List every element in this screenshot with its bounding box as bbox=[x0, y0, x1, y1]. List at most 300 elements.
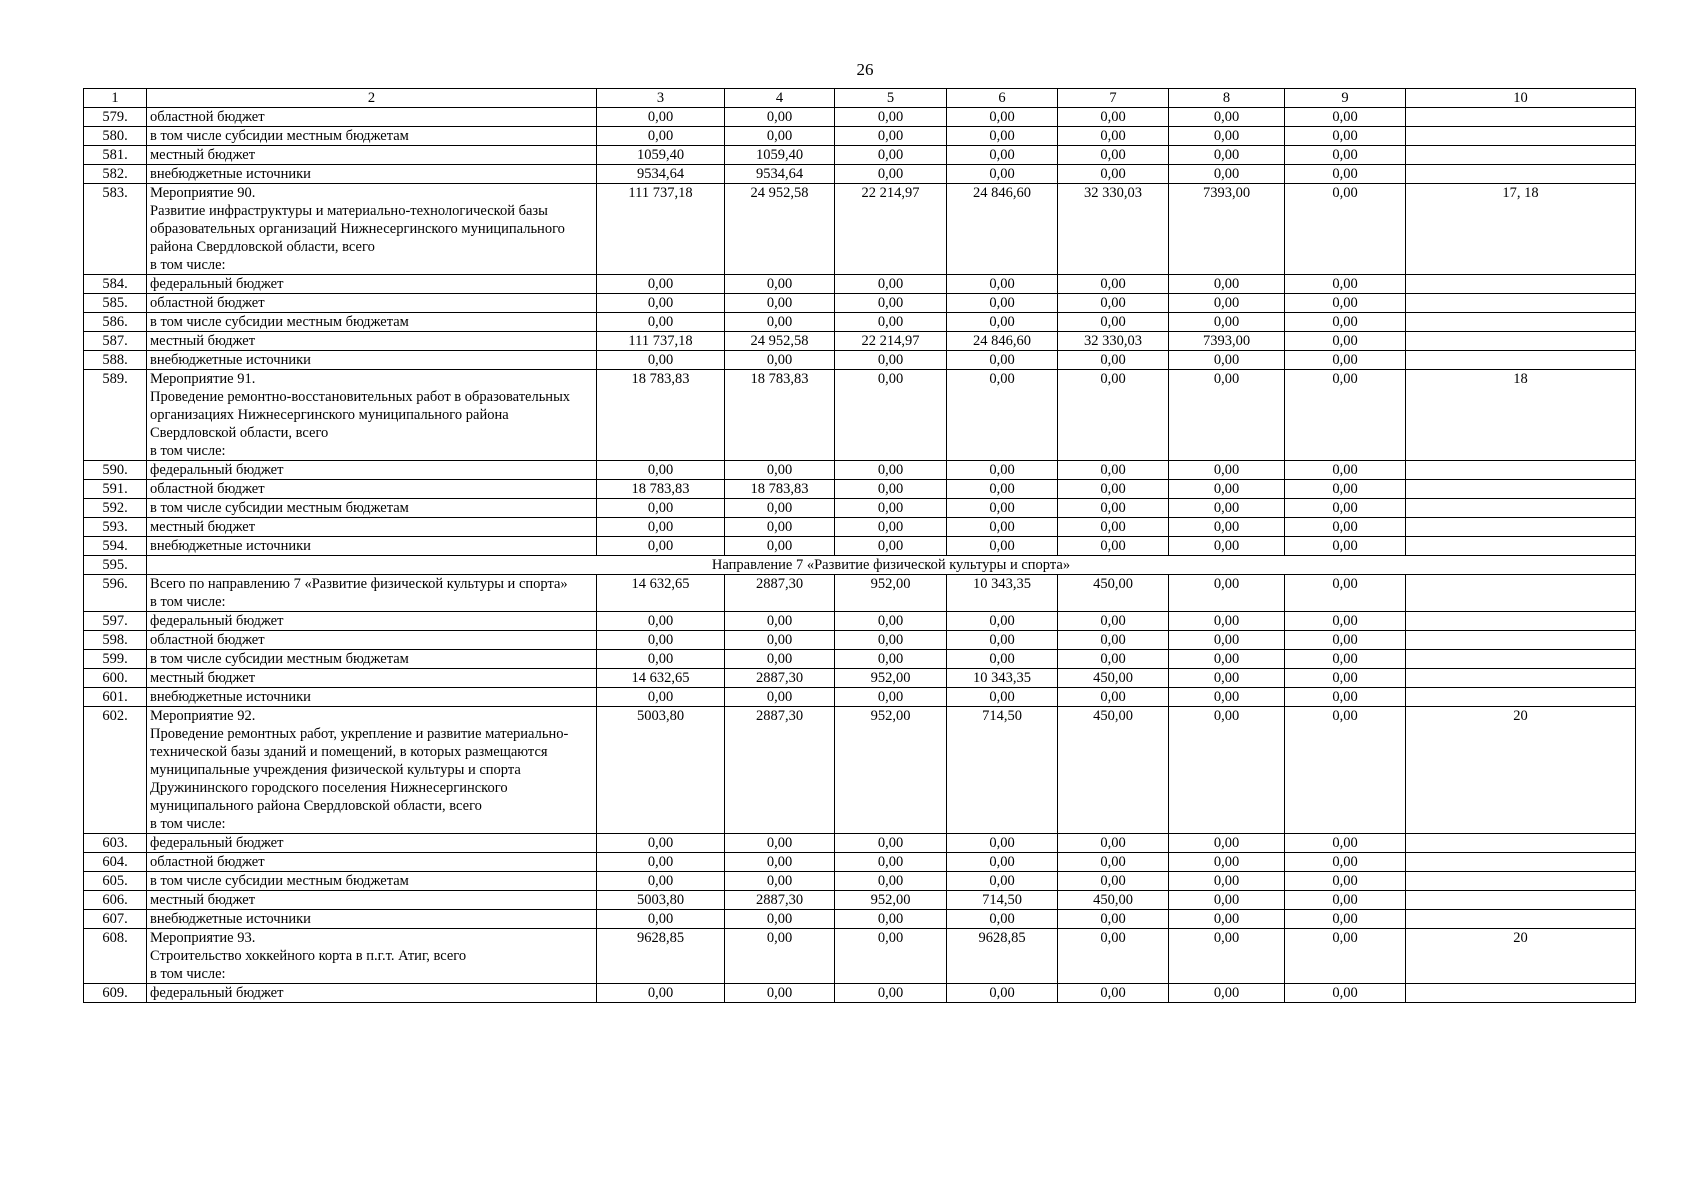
value-cell: 0,00 bbox=[1058, 127, 1169, 146]
table-row bbox=[84, 146, 1636, 165]
row-description bbox=[147, 834, 597, 853]
value-cell: 9534,64 bbox=[597, 165, 725, 184]
row-description bbox=[147, 351, 597, 370]
description-line: областной бюджет bbox=[150, 109, 265, 125]
description-line: в том числе субсидии местным бюджетам bbox=[150, 500, 409, 516]
value-cell: 0,00 bbox=[947, 146, 1058, 165]
value-cell: 0,00 bbox=[947, 518, 1058, 537]
description-line: Мероприятие 90. bbox=[150, 185, 256, 201]
note-cell bbox=[1406, 313, 1636, 332]
row-description bbox=[147, 650, 597, 669]
value-cell: 22 214,97 bbox=[835, 184, 947, 275]
row-description bbox=[147, 461, 597, 480]
note-cell: 17, 18 bbox=[1406, 184, 1636, 275]
description-line: Всего по направлению 7 «Развитие физической культуры и спорта» bbox=[150, 576, 568, 592]
note-cell bbox=[1406, 294, 1636, 313]
value-cell: 0,00 bbox=[1285, 853, 1406, 872]
value-cell: 0,00 bbox=[725, 834, 835, 853]
description-line: в том числе субсидии местным бюджетам bbox=[150, 873, 409, 889]
table-row bbox=[84, 853, 1636, 872]
value-cell: 0,00 bbox=[1169, 275, 1285, 294]
value-cell: 0,00 bbox=[597, 499, 725, 518]
column-header: 8 bbox=[1169, 89, 1285, 108]
value-cell: 0,00 bbox=[947, 872, 1058, 891]
value-cell: 0,00 bbox=[1169, 499, 1285, 518]
value-cell: 0,00 bbox=[1058, 499, 1169, 518]
value-cell: 952,00 bbox=[835, 575, 947, 612]
section-title: Направление 7 «Развитие физической культуры и спорта» bbox=[147, 556, 1636, 575]
note-cell bbox=[1406, 612, 1636, 631]
table-row bbox=[84, 669, 1636, 688]
value-cell: 9534,64 bbox=[725, 165, 835, 184]
description-line: федеральный бюджет bbox=[150, 835, 284, 851]
description-line: в том числе субсидии местным бюджетам bbox=[150, 128, 409, 144]
note-cell bbox=[1406, 575, 1636, 612]
value-cell: 0,00 bbox=[1285, 650, 1406, 669]
note-cell bbox=[1406, 984, 1636, 1003]
table-header-row bbox=[84, 89, 1636, 108]
section-row bbox=[84, 556, 1636, 575]
row-number: 583. bbox=[84, 184, 147, 275]
value-cell: 0,00 bbox=[1169, 351, 1285, 370]
description-line: Мероприятие 93. bbox=[150, 930, 256, 946]
value-cell: 0,00 bbox=[947, 688, 1058, 707]
column-header: 6 bbox=[947, 89, 1058, 108]
value-cell: 7393,00 bbox=[1169, 184, 1285, 275]
value-cell: 0,00 bbox=[597, 537, 725, 556]
value-cell: 0,00 bbox=[1058, 480, 1169, 499]
description-line: внебюджетные источники bbox=[150, 166, 311, 182]
value-cell: 0,00 bbox=[725, 650, 835, 669]
description-line: федеральный бюджет bbox=[150, 613, 284, 629]
value-cell: 0,00 bbox=[597, 351, 725, 370]
column-header: 2 bbox=[147, 89, 597, 108]
value-cell: 0,00 bbox=[1169, 518, 1285, 537]
row-description bbox=[147, 707, 597, 834]
value-cell: 0,00 bbox=[1285, 146, 1406, 165]
note-cell bbox=[1406, 518, 1636, 537]
value-cell: 10 343,35 bbox=[947, 669, 1058, 688]
value-cell: 0,00 bbox=[835, 313, 947, 332]
value-cell: 0,00 bbox=[597, 461, 725, 480]
value-cell: 0,00 bbox=[1285, 707, 1406, 834]
value-cell: 0,00 bbox=[835, 688, 947, 707]
description-line: в том числе: bbox=[150, 257, 226, 273]
row-number: 602. bbox=[84, 707, 147, 834]
value-cell: 0,00 bbox=[1285, 294, 1406, 313]
value-cell: 0,00 bbox=[1285, 184, 1406, 275]
row-number: 608. bbox=[84, 929, 147, 984]
value-cell: 32 330,03 bbox=[1058, 332, 1169, 351]
value-cell: 0,00 bbox=[835, 370, 947, 461]
value-cell: 24 846,60 bbox=[947, 332, 1058, 351]
column-header: 7 bbox=[1058, 89, 1169, 108]
value-cell: 0,00 bbox=[1169, 575, 1285, 612]
table-body bbox=[84, 89, 1636, 1003]
note-cell bbox=[1406, 910, 1636, 929]
column-header: 4 bbox=[725, 89, 835, 108]
value-cell: 0,00 bbox=[1285, 108, 1406, 127]
value-cell: 0,00 bbox=[947, 537, 1058, 556]
value-cell: 24 952,58 bbox=[725, 332, 835, 351]
description-line: областной бюджет bbox=[150, 632, 265, 648]
row-number: 607. bbox=[84, 910, 147, 929]
value-cell: 0,00 bbox=[597, 275, 725, 294]
value-cell: 0,00 bbox=[835, 853, 947, 872]
row-description bbox=[147, 537, 597, 556]
description-line: в том числе: bbox=[150, 443, 226, 459]
note-cell bbox=[1406, 631, 1636, 650]
row-number: 585. bbox=[84, 294, 147, 313]
value-cell: 0,00 bbox=[725, 518, 835, 537]
value-cell: 0,00 bbox=[1058, 108, 1169, 127]
table-row bbox=[84, 313, 1636, 332]
value-cell: 0,00 bbox=[725, 631, 835, 650]
description-line: местный бюджет bbox=[150, 670, 256, 686]
budget-table bbox=[83, 88, 1636, 1003]
table-row bbox=[84, 910, 1636, 929]
value-cell: 0,00 bbox=[947, 127, 1058, 146]
value-cell: 0,00 bbox=[835, 984, 947, 1003]
description-line: в том числе субсидии местным бюджетам bbox=[150, 651, 409, 667]
row-description bbox=[147, 313, 597, 332]
row-number: 600. bbox=[84, 669, 147, 688]
value-cell: 18 783,83 bbox=[725, 370, 835, 461]
description-line: внебюджетные источники bbox=[150, 689, 311, 705]
value-cell: 0,00 bbox=[1058, 853, 1169, 872]
value-cell: 0,00 bbox=[835, 294, 947, 313]
value-cell: 0,00 bbox=[1285, 370, 1406, 461]
value-cell: 0,00 bbox=[597, 612, 725, 631]
value-cell: 111 737,18 bbox=[597, 184, 725, 275]
value-cell: 0,00 bbox=[1058, 929, 1169, 984]
row-number: 587. bbox=[84, 332, 147, 351]
row-number: 605. bbox=[84, 872, 147, 891]
row-description bbox=[147, 688, 597, 707]
value-cell: 0,00 bbox=[1285, 631, 1406, 650]
value-cell: 0,00 bbox=[725, 313, 835, 332]
value-cell: 0,00 bbox=[835, 910, 947, 929]
value-cell: 0,00 bbox=[1058, 294, 1169, 313]
value-cell: 0,00 bbox=[1169, 127, 1285, 146]
value-cell: 0,00 bbox=[725, 294, 835, 313]
row-description bbox=[147, 853, 597, 872]
value-cell: 0,00 bbox=[947, 984, 1058, 1003]
value-cell: 0,00 bbox=[835, 165, 947, 184]
table-row bbox=[84, 480, 1636, 499]
column-header: 9 bbox=[1285, 89, 1406, 108]
row-description bbox=[147, 910, 597, 929]
row-number: 590. bbox=[84, 461, 147, 480]
value-cell: 0,00 bbox=[1285, 275, 1406, 294]
value-cell: 0,00 bbox=[1285, 313, 1406, 332]
value-cell: 0,00 bbox=[835, 518, 947, 537]
description-line: Развитие инфраструктуры и материально-технологической базы образовательных организаций Нижнесергинского муниципального района Свердловской области, всего bbox=[150, 203, 565, 255]
value-cell: 0,00 bbox=[947, 631, 1058, 650]
value-cell: 0,00 bbox=[725, 853, 835, 872]
value-cell: 0,00 bbox=[1058, 872, 1169, 891]
table-row bbox=[84, 575, 1636, 612]
value-cell: 0,00 bbox=[1285, 929, 1406, 984]
description-line: местный бюджет bbox=[150, 147, 256, 163]
value-cell: 0,00 bbox=[1285, 872, 1406, 891]
row-number: 586. bbox=[84, 313, 147, 332]
value-cell: 0,00 bbox=[835, 108, 947, 127]
row-number: 598. bbox=[84, 631, 147, 650]
note-cell bbox=[1406, 872, 1636, 891]
row-description bbox=[147, 669, 597, 688]
description-line: областной бюджет bbox=[150, 295, 265, 311]
description-line: в том числе: bbox=[150, 816, 226, 832]
value-cell: 2887,30 bbox=[725, 669, 835, 688]
row-description bbox=[147, 612, 597, 631]
row-description bbox=[147, 370, 597, 461]
description-line: в том числе субсидии местным бюджетам bbox=[150, 314, 409, 330]
table-row bbox=[84, 370, 1636, 461]
table-row bbox=[84, 184, 1636, 275]
value-cell: 0,00 bbox=[947, 313, 1058, 332]
row-number: 594. bbox=[84, 537, 147, 556]
page-number: 26 bbox=[856, 60, 874, 79]
value-cell: 0,00 bbox=[1058, 631, 1169, 650]
value-cell: 450,00 bbox=[1058, 891, 1169, 910]
column-header: 1 bbox=[84, 89, 147, 108]
note-cell bbox=[1406, 108, 1636, 127]
value-cell: 0,00 bbox=[947, 370, 1058, 461]
value-cell: 0,00 bbox=[1058, 165, 1169, 184]
value-cell: 0,00 bbox=[597, 688, 725, 707]
value-cell: 0,00 bbox=[597, 834, 725, 853]
value-cell: 0,00 bbox=[725, 537, 835, 556]
value-cell: 0,00 bbox=[725, 499, 835, 518]
row-description bbox=[147, 575, 597, 612]
description-line: областной бюджет bbox=[150, 481, 265, 497]
note-cell bbox=[1406, 461, 1636, 480]
value-cell: 0,00 bbox=[1169, 929, 1285, 984]
value-cell: 9628,85 bbox=[947, 929, 1058, 984]
value-cell: 0,00 bbox=[835, 146, 947, 165]
row-number: 580. bbox=[84, 127, 147, 146]
value-cell: 0,00 bbox=[835, 351, 947, 370]
description-line: областной бюджет bbox=[150, 854, 265, 870]
row-description bbox=[147, 127, 597, 146]
value-cell: 0,00 bbox=[1285, 351, 1406, 370]
value-cell: 0,00 bbox=[1169, 688, 1285, 707]
value-cell: 0,00 bbox=[725, 910, 835, 929]
value-cell: 10 343,35 bbox=[947, 575, 1058, 612]
value-cell: 0,00 bbox=[835, 275, 947, 294]
table-row bbox=[84, 984, 1636, 1003]
row-description bbox=[147, 984, 597, 1003]
value-cell: 0,00 bbox=[1169, 108, 1285, 127]
value-cell: 0,00 bbox=[725, 108, 835, 127]
row-description bbox=[147, 108, 597, 127]
value-cell: 0,00 bbox=[597, 631, 725, 650]
row-number: 604. bbox=[84, 853, 147, 872]
table-row bbox=[84, 165, 1636, 184]
note-cell bbox=[1406, 891, 1636, 910]
description-line: Мероприятие 91. bbox=[150, 371, 256, 387]
row-description bbox=[147, 518, 597, 537]
table-row bbox=[84, 461, 1636, 480]
description-line: Строительство хоккейного корта в п.г.т. Атиг, всего bbox=[150, 948, 467, 964]
value-cell: 2887,30 bbox=[725, 707, 835, 834]
value-cell: 2887,30 bbox=[725, 575, 835, 612]
value-cell: 952,00 bbox=[835, 669, 947, 688]
value-cell: 0,00 bbox=[1058, 370, 1169, 461]
value-cell: 0,00 bbox=[1169, 631, 1285, 650]
table-row bbox=[84, 872, 1636, 891]
value-cell: 0,00 bbox=[725, 612, 835, 631]
value-cell: 22 214,97 bbox=[835, 332, 947, 351]
value-cell: 24 846,60 bbox=[947, 184, 1058, 275]
row-description bbox=[147, 929, 597, 984]
row-description bbox=[147, 165, 597, 184]
value-cell: 0,00 bbox=[1058, 275, 1169, 294]
value-cell: 0,00 bbox=[725, 127, 835, 146]
value-cell: 0,00 bbox=[1058, 461, 1169, 480]
value-cell: 32 330,03 bbox=[1058, 184, 1169, 275]
value-cell: 0,00 bbox=[947, 834, 1058, 853]
value-cell: 0,00 bbox=[1285, 537, 1406, 556]
value-cell: 111 737,18 bbox=[597, 332, 725, 351]
description-line: федеральный бюджет bbox=[150, 462, 284, 478]
value-cell: 0,00 bbox=[1285, 332, 1406, 351]
value-cell: 0,00 bbox=[947, 480, 1058, 499]
value-cell: 0,00 bbox=[1169, 669, 1285, 688]
value-cell: 0,00 bbox=[1169, 910, 1285, 929]
value-cell: 0,00 bbox=[1169, 480, 1285, 499]
row-number: 593. bbox=[84, 518, 147, 537]
value-cell: 0,00 bbox=[1058, 834, 1169, 853]
value-cell: 0,00 bbox=[1169, 891, 1285, 910]
value-cell: 0,00 bbox=[947, 165, 1058, 184]
value-cell: 2887,30 bbox=[725, 891, 835, 910]
row-number: 603. bbox=[84, 834, 147, 853]
row-number: 582. bbox=[84, 165, 147, 184]
value-cell: 0,00 bbox=[947, 294, 1058, 313]
value-cell: 714,50 bbox=[947, 707, 1058, 834]
row-number: 584. bbox=[84, 275, 147, 294]
value-cell: 0,00 bbox=[1285, 891, 1406, 910]
note-cell bbox=[1406, 351, 1636, 370]
table-row bbox=[84, 631, 1636, 650]
value-cell: 0,00 bbox=[835, 929, 947, 984]
value-cell: 5003,80 bbox=[597, 891, 725, 910]
value-cell: 0,00 bbox=[597, 872, 725, 891]
value-cell: 0,00 bbox=[1285, 480, 1406, 499]
table-row bbox=[84, 537, 1636, 556]
row-description bbox=[147, 294, 597, 313]
value-cell: 0,00 bbox=[1169, 165, 1285, 184]
value-cell: 1059,40 bbox=[597, 146, 725, 165]
value-cell: 0,00 bbox=[597, 984, 725, 1003]
value-cell: 0,00 bbox=[1058, 612, 1169, 631]
value-cell: 952,00 bbox=[835, 891, 947, 910]
note-cell bbox=[1406, 275, 1636, 294]
value-cell: 0,00 bbox=[947, 853, 1058, 872]
description-line: Проведение ремонтно-восстановительных работ в образовательных организациях Нижнесергинского муниципального района Свердловской области, всего bbox=[150, 389, 571, 441]
value-cell: 0,00 bbox=[1285, 984, 1406, 1003]
value-cell: 0,00 bbox=[725, 872, 835, 891]
value-cell: 9628,85 bbox=[597, 929, 725, 984]
value-cell: 0,00 bbox=[1285, 910, 1406, 929]
value-cell: 0,00 bbox=[947, 910, 1058, 929]
table-row bbox=[84, 929, 1636, 984]
description-line: Мероприятие 92. bbox=[150, 708, 256, 724]
note-cell bbox=[1406, 650, 1636, 669]
description-line: Проведение ремонтных работ, укрепление и развитие материально-технической базы зданий и помещений, в которых размещаются муниципальные учреждения физической культуры и спорта Дружининского городского поселения Нижнесергинского муниципального района Свердловской области, всего bbox=[150, 726, 569, 814]
note-cell bbox=[1406, 165, 1636, 184]
row-number: 591. bbox=[84, 480, 147, 499]
description-line: в том числе: bbox=[150, 966, 226, 982]
value-cell: 0,00 bbox=[947, 499, 1058, 518]
value-cell: 0,00 bbox=[1169, 984, 1285, 1003]
row-description bbox=[147, 499, 597, 518]
note-cell bbox=[1406, 127, 1636, 146]
value-cell: 0,00 bbox=[1058, 910, 1169, 929]
value-cell: 450,00 bbox=[1058, 575, 1169, 612]
value-cell: 0,00 bbox=[1285, 461, 1406, 480]
value-cell: 0,00 bbox=[835, 650, 947, 669]
table-row bbox=[84, 127, 1636, 146]
row-number: 601. bbox=[84, 688, 147, 707]
description-line: местный бюджет bbox=[150, 333, 256, 349]
table-row bbox=[84, 612, 1636, 631]
description-line: местный бюджет bbox=[150, 892, 256, 908]
table-row bbox=[84, 891, 1636, 910]
note-cell: 20 bbox=[1406, 929, 1636, 984]
column-header: 10 bbox=[1406, 89, 1636, 108]
row-number: 596. bbox=[84, 575, 147, 612]
value-cell: 0,00 bbox=[1169, 707, 1285, 834]
table-row bbox=[84, 707, 1636, 834]
note-cell bbox=[1406, 480, 1636, 499]
description-line: внебюджетные источники bbox=[150, 911, 311, 927]
value-cell: 18 783,83 bbox=[597, 480, 725, 499]
row-number: 609. bbox=[84, 984, 147, 1003]
note-cell: 18 bbox=[1406, 370, 1636, 461]
value-cell: 0,00 bbox=[947, 650, 1058, 669]
description-line: местный бюджет bbox=[150, 519, 256, 535]
value-cell: 0,00 bbox=[1169, 146, 1285, 165]
note-cell: 20 bbox=[1406, 707, 1636, 834]
value-cell: 952,00 bbox=[835, 707, 947, 834]
row-description bbox=[147, 184, 597, 275]
value-cell: 0,00 bbox=[835, 612, 947, 631]
value-cell: 14 632,65 bbox=[597, 669, 725, 688]
value-cell: 14 632,65 bbox=[597, 575, 725, 612]
table-row bbox=[84, 275, 1636, 294]
value-cell: 0,00 bbox=[1058, 313, 1169, 332]
row-number: 579. bbox=[84, 108, 147, 127]
value-cell: 0,00 bbox=[725, 351, 835, 370]
value-cell: 0,00 bbox=[1169, 461, 1285, 480]
note-cell bbox=[1406, 537, 1636, 556]
value-cell: 0,00 bbox=[835, 127, 947, 146]
value-cell: 0,00 bbox=[725, 929, 835, 984]
table-row bbox=[84, 650, 1636, 669]
row-description bbox=[147, 872, 597, 891]
row-number: 581. bbox=[84, 146, 147, 165]
value-cell: 0,00 bbox=[1058, 984, 1169, 1003]
value-cell: 0,00 bbox=[597, 108, 725, 127]
value-cell: 0,00 bbox=[835, 480, 947, 499]
row-description bbox=[147, 146, 597, 165]
value-cell: 0,00 bbox=[947, 461, 1058, 480]
value-cell: 0,00 bbox=[1169, 853, 1285, 872]
table-row bbox=[84, 351, 1636, 370]
